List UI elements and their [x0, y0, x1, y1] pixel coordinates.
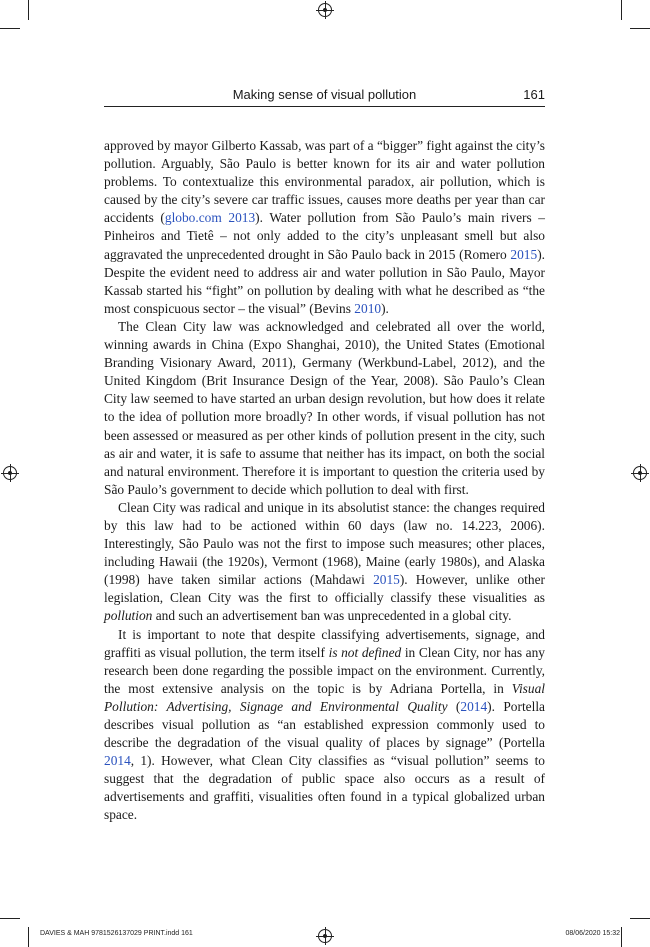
text-run: ). Water pollution from São Paulo’s main rivers – Pinheiros and Tietê – not only added to the city’s unpleasant smell but also aggravated the unprecedented drought in São Paulo back in 2015 (Romero	[104, 210, 545, 262]
citation-link[interactable]: 2015	[373, 572, 400, 588]
registration-mark-icon	[633, 466, 647, 480]
page-number: 161	[523, 87, 545, 102]
emphasis-text: pollution	[104, 608, 153, 624]
registration-mark-icon	[3, 466, 17, 480]
file-slug: DAVIES & MAH 9781526137029 PRINT.indd 161	[40, 930, 193, 937]
running-title: Making sense of visual pollution	[232, 87, 417, 102]
paragraph	[104, 499, 545, 626]
text-run: Clean City was radical and unique in its absolutist stance: the changes required by this law had to be actioned within 60 days (law no. 14.223, 2006). Interestingly, São Paulo was not the first to impose such measures; other places, including Hawaii (the 1920s), Vermont (1968), Maine (early 1980s), and Alaska (1998) have taken similar actions (Mahdawi	[104, 499, 545, 588]
crop-mark	[621, 927, 622, 947]
date-slug: 08/06/2020 15:32	[565, 930, 620, 937]
body-text	[104, 137, 545, 825]
emphasis-text: Visual Pollution: Advertising, Signage and Environmental Quality	[104, 680, 545, 714]
citation-link[interactable]: globo.com 2013	[164, 210, 256, 226]
text-run: in Clean City, nor has any research been done regarding the possible impact on the environment. Currently, the most extensive analysis on the topic is by Adriana Portella, in	[104, 644, 545, 696]
text-run: ). However, unlike other legislation, Clean City was the first to officially classify these visualities as	[104, 572, 545, 606]
paragraph	[104, 137, 545, 318]
text-run: ). Despite the evident need to address air and water pollution in São Paulo, Mayor Kassab started his “fight” on pollution by dealing with what he described as “the most conspicuous sector – the visual” (Bevins	[104, 246, 545, 316]
crop-mark	[0, 918, 20, 919]
text-run: The Clean City law was acknowledged and celebrated all over the world, winning awards in China (Expo Shanghai, 2010), the United States (Emotional Branding Visionary Award, 2011), Germany (Werkbund-Label, 2012), and the United Kingdom (Brit Insurance Design of the Year, 2008). São Paulo’s Clean City law seemed to have started an urban design revolution, but how does it relate to the idea of pollution more broadly? In other words, if visual pollution has not been assessed or measured as per other kinds of pollution present in the city, such as air and water, it is safe to assume that neither has its impact, on both the social and natural environment. Therefore it is important to question the criteria used by São Paulo’s government to decide which pollution to deal with first.	[104, 318, 545, 497]
citation-link[interactable]: 2014	[460, 698, 488, 714]
text-run: ).	[381, 300, 389, 316]
crop-mark	[28, 0, 29, 20]
emphasis-text: is not defined	[328, 644, 402, 660]
citation-link[interactable]: 2015	[510, 246, 538, 262]
registration-mark-icon	[318, 3, 332, 17]
crop-mark	[630, 918, 650, 919]
text-run: ). Portella describes visual pollution as “an established expression commonly used to describe the degradation of the visual quality of places by signage” (Portella	[104, 698, 545, 751]
text-run: approved by mayor Gilberto Kassab, was part of a “bigger” fight against the city’s pollution. Arguably, São Paulo is better known for its air and water pollution problems. To contextualize this environmental paradox, air pollution, which is caused by the city’s severe car traffic issues, causes more deaths per year than car accidents (	[104, 138, 546, 226]
citation-link[interactable]: 2010	[354, 300, 382, 316]
crop-mark	[630, 28, 650, 29]
citation-link[interactable]: 2014	[104, 753, 131, 769]
text-run: , 1). However, what Clean City classifies as “visual pollution” seems to suggest that the degradation of public space also occurs as a result of advertisements and graffiti, visualities often found in a typical globalized urban space.	[104, 753, 545, 823]
paragraph	[104, 626, 545, 825]
text-run: and such an advertisement ban was unprecedented in a global city.	[152, 608, 512, 624]
crop-mark	[28, 927, 29, 947]
registration-mark-icon	[318, 929, 332, 943]
text-run: (	[447, 698, 461, 714]
running-header	[104, 84, 545, 107]
crop-mark	[621, 0, 622, 20]
crop-mark	[0, 28, 20, 29]
text-run: It is important to note that despite classifying advertisements, signage, and graffiti as visual pollution, the term itself	[104, 626, 545, 660]
paragraph	[104, 318, 545, 499]
